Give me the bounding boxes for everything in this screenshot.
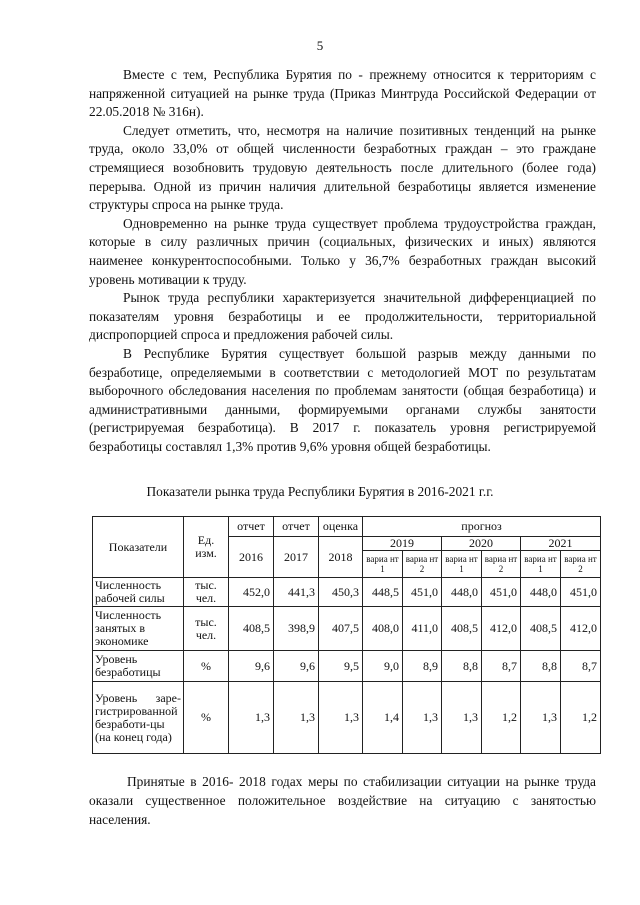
header-year: 2019 (363, 537, 442, 551)
cell-value: 398,9 (274, 607, 319, 651)
cell-value: 452,0 (229, 578, 274, 607)
cell-value: 451,0 (561, 578, 601, 607)
header-variant: вариа нт 2 (482, 551, 521, 578)
cell-value: 8,8 (442, 651, 482, 682)
header-unit: Ед. изм. (184, 517, 229, 578)
table-row (93, 682, 601, 754)
header-year: 2017 (274, 537, 319, 578)
table-row (93, 651, 601, 682)
row-unit: % (184, 682, 229, 754)
row-unit: тыс. чел. (184, 607, 229, 651)
cell-value: 1,3 (521, 682, 561, 754)
cell-value: 441,3 (274, 578, 319, 607)
paragraph: Следует отметить, что, несмотря на наличие позитивных тенденций на рынке труда, около 33,0% от общей численности безработных граждан – это граждане стремящиеся возобновить трудовую деятельность после длительного (более года) перерыва. Одной из причин наличия длительной безработицы является изменение структуры спроса на рынке труда. (89, 122, 596, 213)
cell-value: 1,3 (319, 682, 363, 754)
paragraph: Принятые в 2016- 2018 годах меры по стабилизации ситуации на рынке труда оказали существенное положительное воздействие на ситуацию с занятостью населения. (89, 774, 596, 827)
row-unit: тыс. чел. (184, 578, 229, 607)
header-variant: вариа нт 1 (363, 551, 403, 578)
cell-value: 412,0 (561, 607, 601, 651)
table-caption: Показатели рынка труда Республики Бурятия в 2016-2021 г.г. (146, 484, 494, 499)
header-year: 2020 (442, 537, 521, 551)
cell-value: 451,0 (403, 578, 442, 607)
row-label: Уровень безработицы (93, 651, 184, 682)
paragraph: Вместе с тем, Республика Бурятия по - прежнему относится к территориям с напряженной ситуацией на рынке труда (Приказ Минтруда Российской Федерации от 22.05.2018 № 316н). (89, 67, 596, 120)
table-row (93, 578, 601, 607)
cell-value: 408,5 (521, 607, 561, 651)
cell-value: 408,5 (229, 607, 274, 651)
paragraph: Рынок труда республики характеризуется значительной дифференциацией по показателям уровня безработицы и ее продолжительности, территориальной диспропорцией спроса и предложения рабочей силы. (89, 290, 596, 343)
closing-text (89, 772, 596, 829)
cell-value: 1,3 (403, 682, 442, 754)
header-variant: вариа нт 2 (561, 551, 601, 578)
row-unit: % (184, 651, 229, 682)
cell-value: 9,6 (229, 651, 274, 682)
cell-value: 1,3 (442, 682, 482, 754)
header-report: отчет (274, 517, 319, 537)
cell-value: 407,5 (319, 607, 363, 651)
cell-value: 1,2 (561, 682, 601, 754)
cell-value: 1,2 (482, 682, 521, 754)
header-forecast: прогноз (363, 517, 601, 537)
cell-value: 450,3 (319, 578, 363, 607)
cell-value: 8,7 (561, 651, 601, 682)
header-report: отчет (229, 517, 274, 537)
cell-value: 8,8 (521, 651, 561, 682)
table-row (93, 607, 601, 651)
cell-value: 9,5 (319, 651, 363, 682)
cell-value: 448,0 (442, 578, 482, 607)
row-label: Численность занятых в экономике (93, 607, 184, 651)
cell-value: 411,0 (403, 607, 442, 651)
cell-value: 408,5 (442, 607, 482, 651)
header-variant: вариа нт 2 (403, 551, 442, 578)
paragraph: Одновременно на рынке труда существует проблема трудоустройства граждан, которые в силу различных причин (социальных, физических и иных) являются наименее конкурентоспособными. Только у 36,7% безработных граждан высокий уровень мотивации к труду. (89, 215, 596, 287)
header-indicator: Показатели (93, 517, 184, 578)
paragraph: В Республике Бурятия существует большой разрыв между данными по безработице, определяемыми в соответствии с методологией МОТ по результатам выборочного обследования населения по проблемам занятости (общая безработица) и административными данными, формируемыми органами службы занятости (регистрируемая безработица). В 2017 г. показатель уровня регистрируемой безработицы составлял 1,3% против 9,6% уровня общей безработицы. (89, 345, 596, 454)
header-year: 2018 (319, 537, 363, 578)
cell-value: 412,0 (482, 607, 521, 651)
cell-value: 9,6 (274, 651, 319, 682)
cell-value: 8,7 (482, 651, 521, 682)
cell-value: 1,3 (229, 682, 274, 754)
cell-value: 9,0 (363, 651, 403, 682)
header-variant: вариа нт 1 (521, 551, 561, 578)
row-label: Уровень заре-гистрированной безработи-цы (на конец года) (93, 682, 184, 754)
cell-value: 1,4 (363, 682, 403, 754)
cell-value: 448,5 (363, 578, 403, 607)
cell-value: 408,0 (363, 607, 403, 651)
cell-value: 8,9 (403, 651, 442, 682)
cell-value: 451,0 (482, 578, 521, 607)
header-year: 2021 (521, 537, 601, 551)
header-year: 2016 (229, 537, 274, 578)
cell-value: 448,0 (521, 578, 561, 607)
header-variant: вариа нт 1 (442, 551, 482, 578)
cell-value: 1,3 (274, 682, 319, 754)
header-estimate: оценка (319, 517, 363, 537)
page-number: 5 (316, 38, 324, 53)
row-label: Численность рабочей силы (93, 578, 184, 607)
labor-market-table (92, 516, 601, 754)
body-text (89, 66, 596, 456)
